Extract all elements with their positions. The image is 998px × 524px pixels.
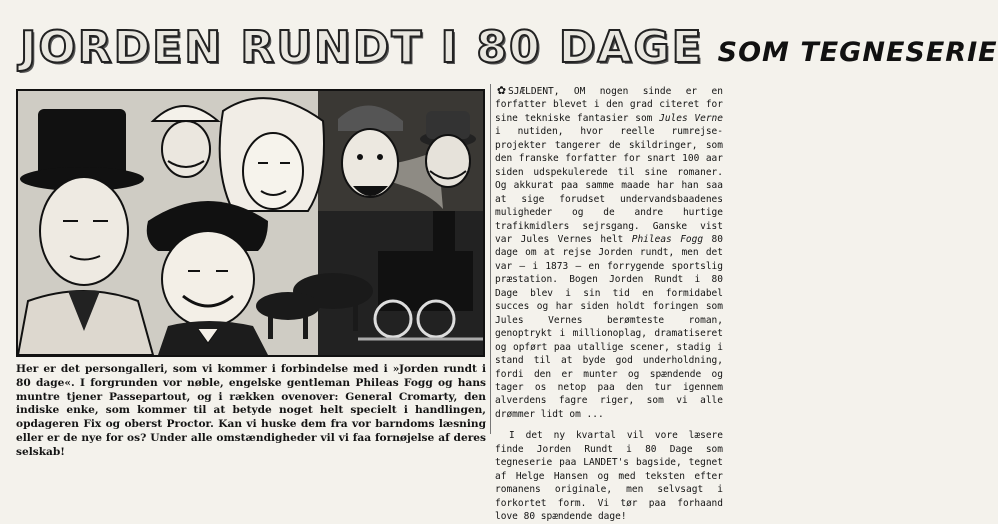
- article-author-name: Jules Verne: [659, 112, 723, 124]
- illustration-caption: [16, 363, 486, 460]
- article-p1-part-a: SJÆLDENT, OM nogen sinde er en forfatter blevet i den grad citeret for sine tekniske fantasier som: [495, 86, 723, 124]
- article-p1-part-c: 80 dage om at rejse Jorden rundt, men det var — i 1873 — en forrygende sportslig præstation. Bogen Jorden Rundt i 80 Dage blev i sin tid en formidabel succes og har siden holdt foringen som Jules Vernes berømteste roman, genoptrykt i millionoplag, dramatiseret og opført paa utallige scener, stadig i stand til at byde god underholdning, fordi den er munter og spændende og tager os netop paa den tur igennem alverdens fagre riger, som vi alle drømmer lidt om ...: [495, 233, 723, 420]
- woman-figure: [220, 98, 324, 211]
- headline-subtitle: SOM TEGNESERIE: [717, 36, 998, 68]
- column-divider: [490, 84, 491, 434]
- article-p1-part-b: i nutiden, hvor reelle rumrejse-projekter tangerer de skildringer, som den franske forfatter for snart 100 aar siden udspekulerede til sine romaner. Og akkurat paa samme maade har han saa at sige forudset undervandsbaadenes muligheder og de andre hurtige trafikmidlers sejrsgang. Ganske vist var Jules Vernes helt: [495, 126, 723, 245]
- article-column: [495, 84, 723, 524]
- detective-figure: [338, 105, 403, 197]
- article-hero-name: Phileas Fogg: [631, 233, 704, 245]
- article-paragraph-1: [495, 84, 723, 421]
- article-paragraph-2: I det ny kvartal vil vore læsere finde Jorden Rundt i 80 Dage som tegneserie paa LANDET's bagside, tegnet af Helge Hansen og med teksten efter romanens originale, men selvsagt i forkortet form. Vi tør paa forhaand love 80 spændende dage!: [495, 430, 723, 523]
- illustration-art: [18, 91, 483, 355]
- caption-text: Her er det persongalleri, som vi kommer i forbindelse med i »Jorden rundt i 80 dage«. I forgrunden vor nøble, engelske gentleman Phileas Fogg og hans muntre tjener Passepartout, og i rækken ovenover: General Cromarty, den indiske enke, som kommer til at betyde noget helt specielt i handlingen, opdageren Fix og oberst Proctor. Kan vi huske dem fra vor barndoms læsning eller er de nye for os? Under alle omstændigheder vil vi faa fornøjelse af deres selskab!: [16, 363, 486, 458]
- headline-banner: [20, 18, 998, 78]
- headline-title: JORDEN RUNDT I 80 DAGE: [20, 22, 704, 73]
- flower-ornament-icon: ✿: [496, 84, 507, 97]
- comic-character-illustration: [16, 89, 485, 357]
